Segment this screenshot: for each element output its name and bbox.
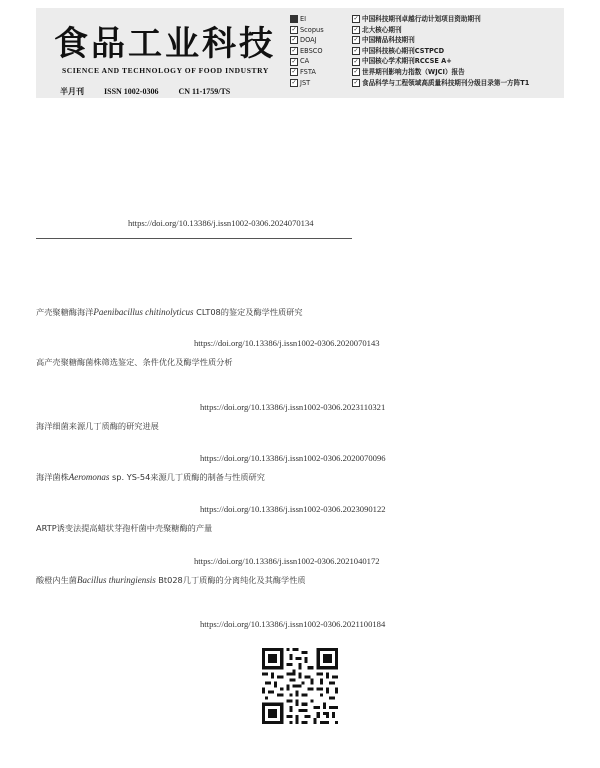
related-article-title: 海洋细菌来源几丁质酶的研究进展 — [36, 421, 159, 431]
checkbox-checked-icon: ✓ — [353, 25, 359, 33]
related-article-doi[interactable]: https://doi.org/10.13386/j.issn1002-0306.2023110321 — [200, 402, 386, 412]
related-article-doi[interactable]: https://doi.org/10.13386/j.issn1002-0306.2020070096 — [200, 453, 386, 463]
honor-item: ✓ 食品科学与工程领域高质量科技期刊分级目录第一方阵T1 — [353, 78, 530, 87]
journal-header — [36, 8, 564, 98]
index-item-ei: EI — [290, 14, 324, 25]
related-article-doi[interactable]: https://doi.org/10.13386/j.issn1002-0306.2021040172 — [194, 556, 380, 566]
related-article-title: 海洋菌株Aeromonas sp. YS-54来源几丁质酶的制备与性质研究 — [36, 472, 265, 482]
index-item-doaj: ✓ DOAJ — [291, 36, 317, 45]
index-list — [290, 14, 324, 88]
honor-item: ✓ 世界期刊影响力指数（WJCI）报告 — [353, 67, 465, 76]
main-doi-link[interactable]: https://doi.org/10.13386/j.issn1002-0306.2024070134 — [128, 218, 314, 228]
journal-logo: 食品工业科技 — [54, 24, 276, 64]
index-item-scopus: ✓ Scopus — [291, 25, 324, 34]
index-item-ca: ✓ CA — [291, 57, 310, 66]
checkbox-checked-icon: ✓ — [291, 68, 297, 76]
checkbox-checked-icon: ✓ — [353, 47, 359, 55]
related-article-title: ARTP诱变法提高蜡状芽孢杆菌中壳聚糖酶的产量 — [36, 523, 213, 533]
journal-identifiers — [60, 86, 248, 97]
checkbox-checked-icon: ✓ — [291, 57, 297, 65]
related-article-title: 酸橙内生菌Bacillus thuringiensis Bt028几丁质酶的分离纯化及其酶学性质 — [36, 575, 306, 585]
honor-list — [352, 14, 529, 88]
honor-item: ✓ 中国精品科技期刊 — [353, 36, 415, 45]
checkbox-checked-icon: ✓ — [353, 36, 359, 44]
related-article-title: 高产壳聚糖酶菌株筛选鉴定、条件优化及酶学性质分析 — [36, 357, 233, 367]
index-item-ebsco: ✓ EBSCO — [291, 46, 323, 55]
honor-item: ✓ 中国核心学术期刊RCCSE A+ — [353, 57, 452, 66]
divider — [36, 238, 352, 239]
related-article-doi[interactable]: https://doi.org/10.13386/j.issn1002-0306.2023090122 — [200, 504, 386, 514]
index-item-fsta: ✓ FSTA — [291, 67, 316, 76]
publication-frequency: 半月刊 — [60, 87, 84, 96]
related-article-doi[interactable]: https://doi.org/10.13386/j.issn1002-0306.2020070143 — [194, 338, 380, 348]
checkbox-checked-icon: ✓ — [353, 78, 359, 86]
journal-english-title: SCIENCE AND TECHNOLOGY OF FOOD INDUSTRY — [62, 66, 269, 75]
checkbox-checked-icon: ✓ — [353, 57, 359, 65]
related-article-title: 产壳聚糖酶海洋Paenibacillus chitinolyticus CLT08的鉴定及酶学性质研究 — [36, 307, 303, 317]
honor-item: ✓ 中国科技期刊卓越行动计划项目资助期刊 — [353, 15, 481, 23]
qr-code-icon — [262, 648, 338, 724]
checkbox-checked-icon: ✓ — [353, 68, 359, 76]
checkbox-checked-icon: ✓ — [291, 78, 297, 86]
honor-item: ✓ 北大核心期刊 — [353, 25, 402, 34]
issn-number: ISSN 1002-0306 — [104, 87, 159, 96]
cn-number: CN 11-1759/TS — [178, 87, 231, 96]
checkbox-icon — [290, 15, 298, 23]
related-article-doi[interactable]: https://doi.org/10.13386/j.issn1002-0306.2021100184 — [200, 619, 386, 629]
honor-item: ✓ 中国科技核心期刊CSTPCD — [353, 46, 445, 55]
checkbox-checked-icon: ✓ — [291, 47, 297, 55]
checkbox-checked-icon: ✓ — [353, 15, 359, 23]
checkbox-checked-icon: ✓ — [291, 25, 297, 33]
checkbox-checked-icon: ✓ — [291, 36, 297, 44]
index-item-jst: ✓ JST — [291, 78, 311, 87]
